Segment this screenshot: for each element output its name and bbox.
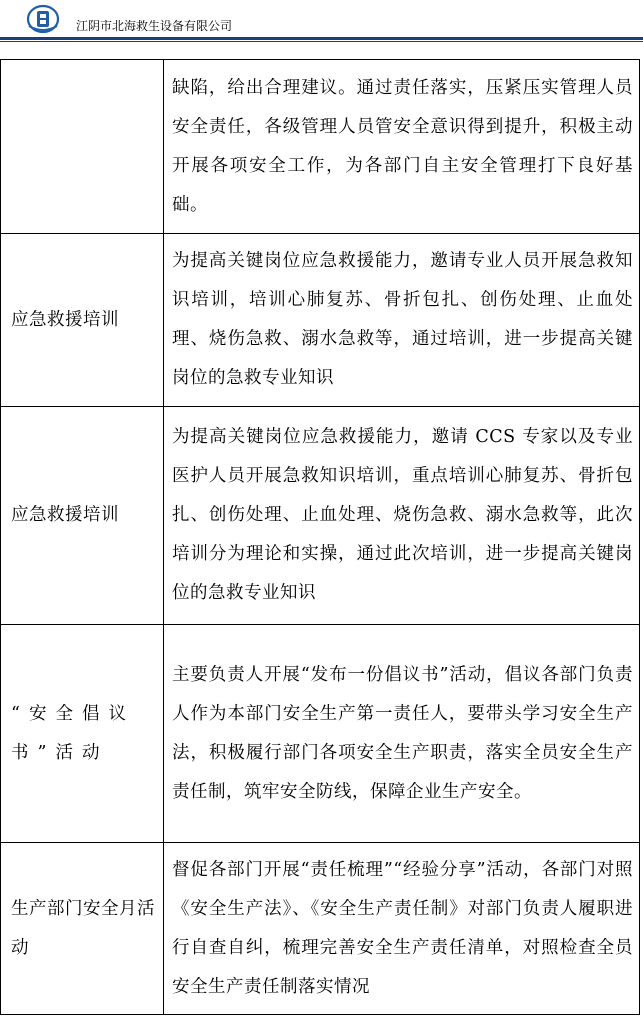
activity-label: “安全倡议书”活动: [11, 703, 135, 763]
activity-description: 为提高关键岗位应急救援能力，邀请专业人员开展急救知识培训，培训心肺复苏、骨折包扎、创伤处理、止血处理、烧伤急救、溺水急救等，通过培训，进一步提高关键岗位的急救专业知识: [164, 234, 640, 407]
table-row: [1, 625, 640, 843]
activity-label: 应急救援培训: [11, 505, 119, 525]
activity-description: 主要负责人开展“发布一份倡议书”活动，倡议各部门负责人作为本部门安全生产第一责任人，要带头学习安全生产法，积极履行部门各项安全生产职责，落实全员安全生产责任制，筑牢安全防线，保障企业生产安全。: [164, 625, 640, 843]
company-name: 江阴市北海救生设备有限公司: [76, 19, 233, 33]
header-rule-thin: [0, 41, 643, 42]
activity-description: 为提高关键岗位应急救援能力，邀请 CCS 专家以及专业医护人员开展急救知识培训，重点培训心肺复苏、骨折包扎、创伤处理、止血处理、烧伤急救、溺水急救等，此次培训分为理论和实操，通过此次培训，进一步提高关键岗位的急救专业知识: [164, 407, 640, 625]
table-row: [1, 843, 640, 1015]
table-row: [1, 60, 640, 234]
activity-label-cell: [1, 60, 164, 234]
beihai-logo-icon: [26, 4, 60, 34]
table-row: [1, 234, 640, 407]
header-rule: [0, 37, 643, 40]
activity-label-cell: [1, 234, 164, 407]
activity-label-cell: [1, 625, 164, 843]
table-row: [1, 407, 640, 625]
activity-description: 督促各部门开展“责任梳理”“经验分享”活动，各部门对照《安全生产法》、《安全生产责任制》对部门负责人履职进行自查自纠，梳理完善安全生产责任清单，对照检查全员安全生产责任制落实情况: [164, 843, 640, 1015]
activities-table: [0, 59, 640, 1015]
activity-label: 应急救援培训: [11, 309, 119, 330]
activity-label-cell: [1, 843, 164, 1015]
activity-label: 生产部门安全月活动: [11, 898, 155, 958]
activity-description: 缺陷，给出合理建议。通过责任落实，压紧压实管理人员安全责任，各级管理人员管安全意识得到提升，积极主动开展各项安全工作，为各部门自主安全管理打下良好基础。: [164, 60, 640, 234]
activity-label-cell: [1, 407, 164, 625]
page-header: [0, 0, 643, 44]
